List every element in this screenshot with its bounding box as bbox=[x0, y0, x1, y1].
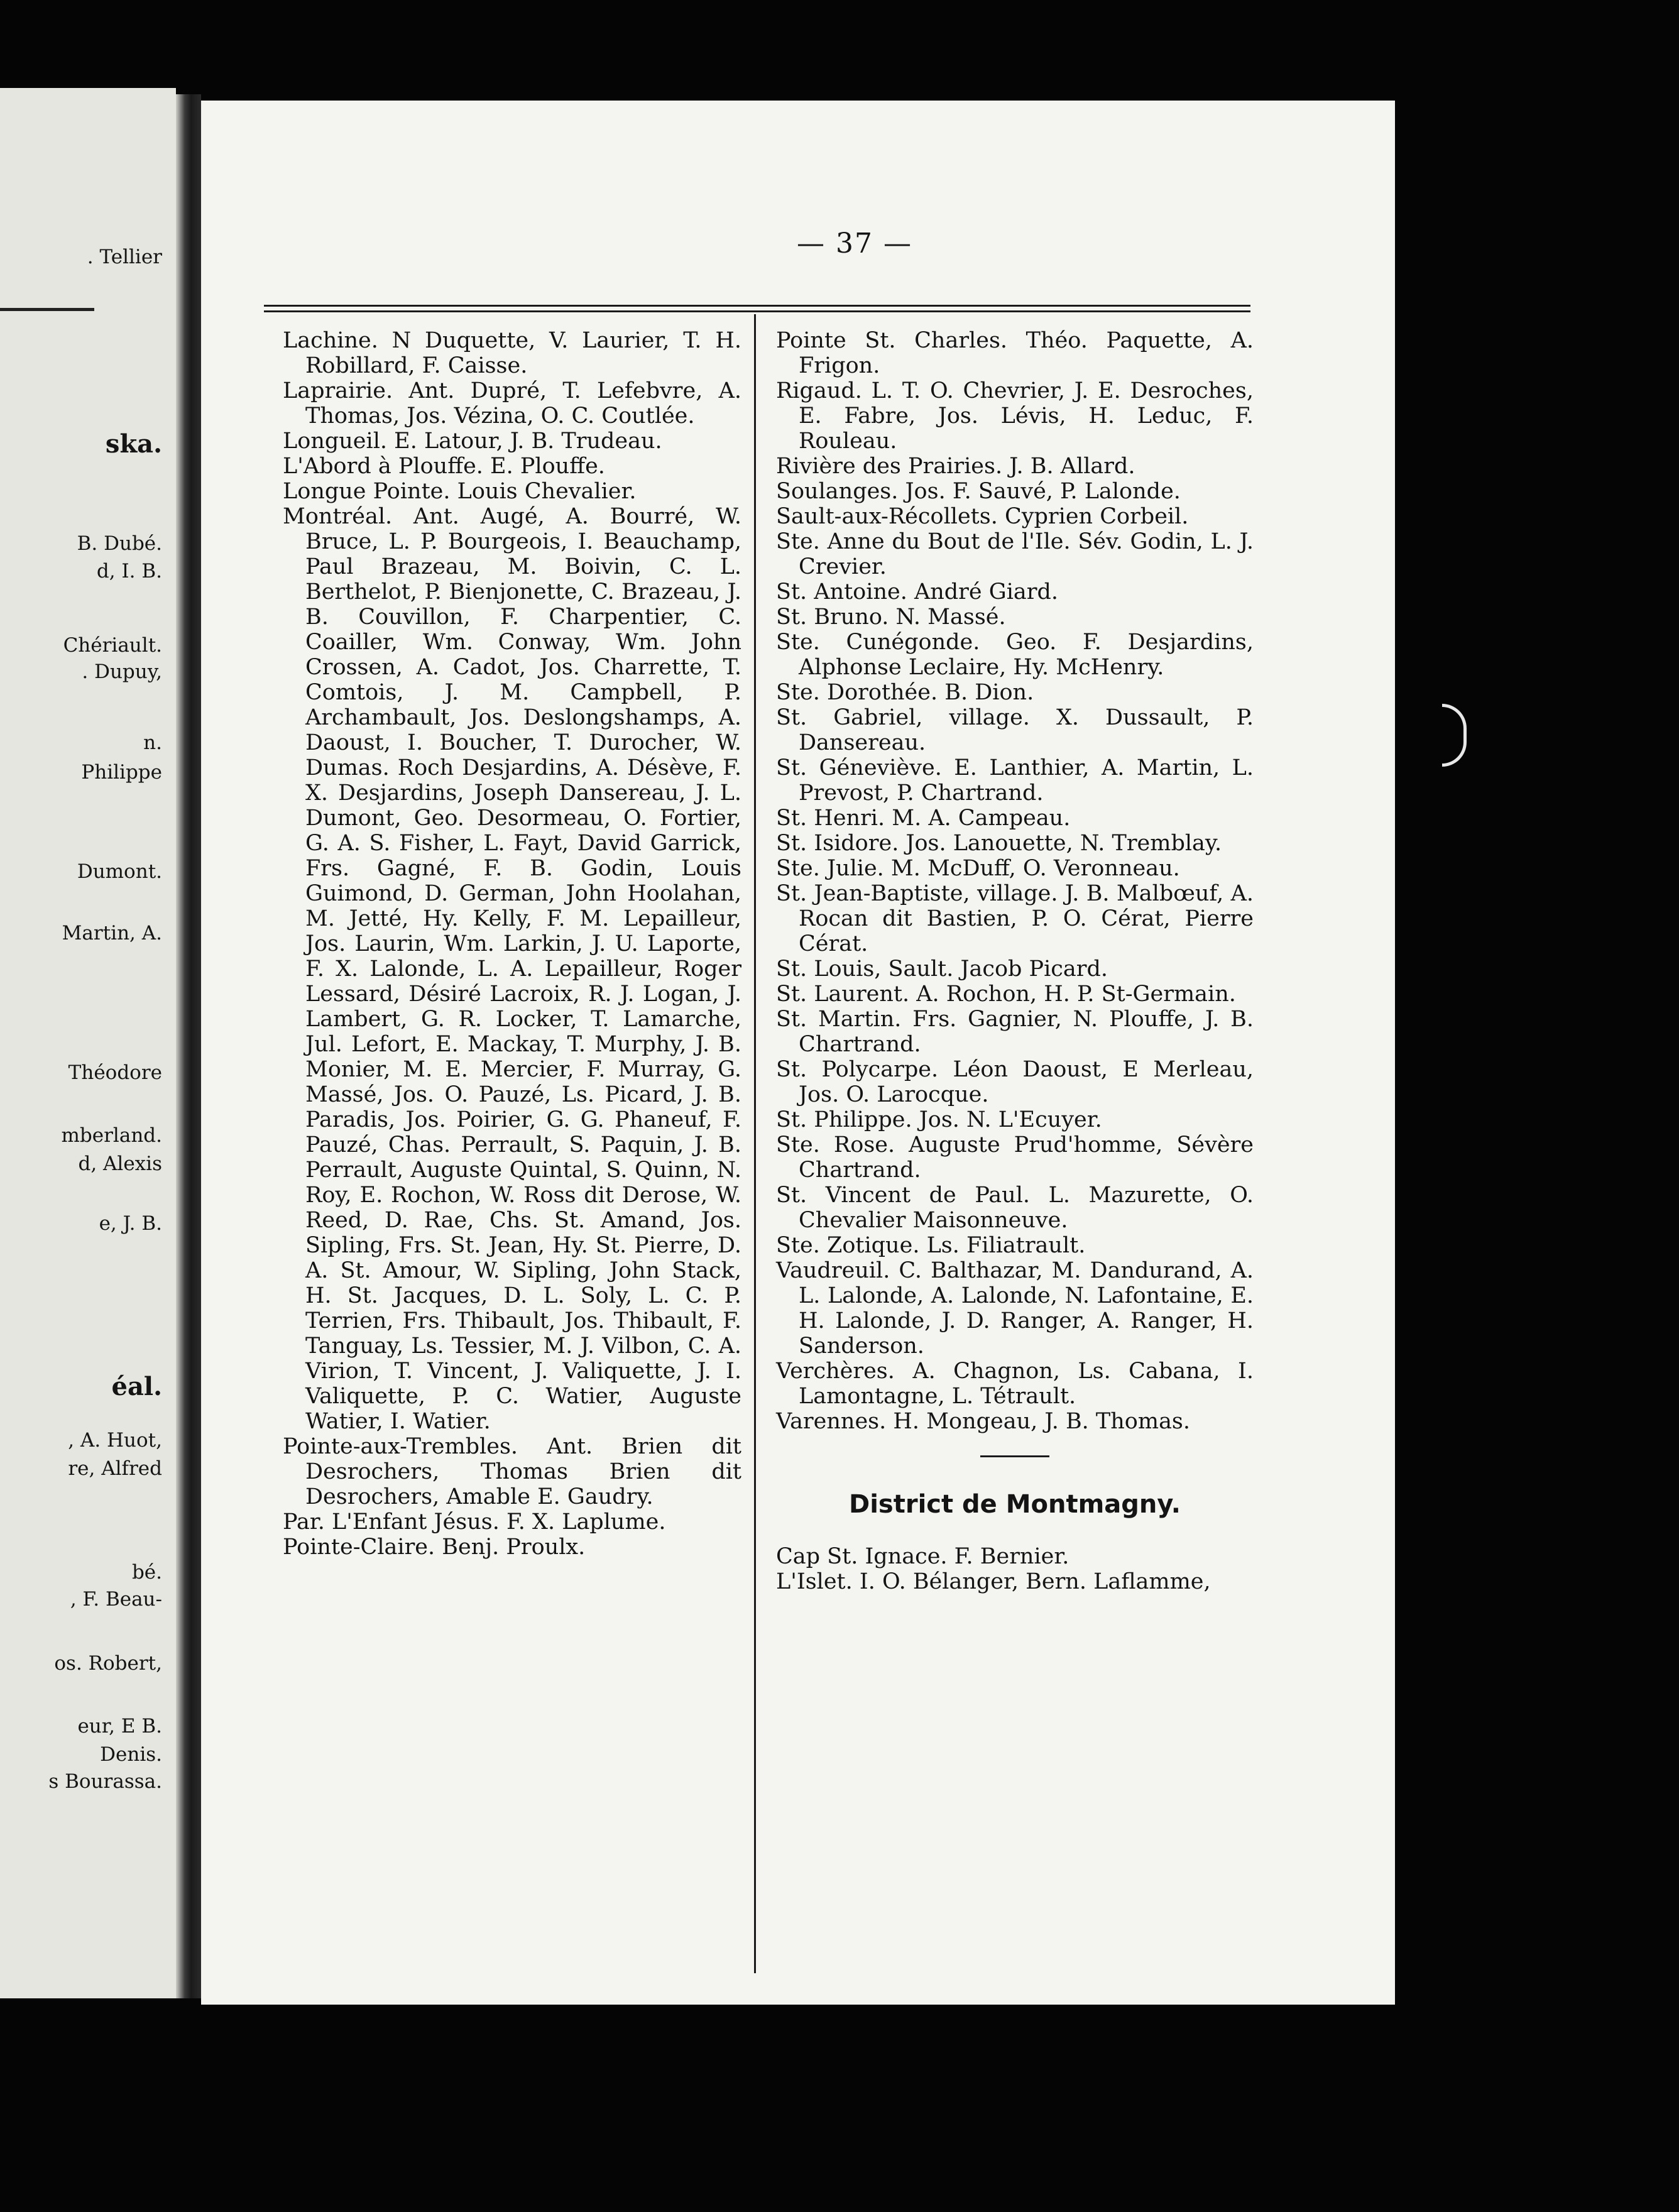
parish-entry: Montréal. Ant. Augé, A. Bourré, W. Bruce, L. P. Bourgeois, I. Beauchamp, Paul Brazeau, M. Boivin, C. L. Berthelot, P. Bienjonette, C. Brazeau, J. B. Couvillon, F. Charpentier, C. Coailler, Wm. Conway, Wm. John Crossen, A. Cadot, Jos. Charrette, T. Comtois, J. M. Campbell, P. Archambault, Jos. Deslongshamps, A. Daoust, I. Boucher, T. Durocher, W. Dumas. Roch Desjardins, A. Désève, F. X. Desjardins, Joseph Dansereau, J. L. Dumont, Geo. Desormeau, O. Fortier, G. A. S. Fisher, L. Fayt, David Garrick, Frs. Gagné, F. B. Godin, Louis Guimond, D. German, John Hoolahan, M. Jetté, Hy. Kelly, F. M. Lepailleur, Jos. Laurin, Wm. Larkin, J. U. Laporte, F. X. Lalonde, L. A. Lepailleur, Roger Lessard, Désiré Lacroix, R. J. Logan, J. Lambert, G. R. Locker, T. Lamarche, Jul. Lefort, E. Mackay, T. Murphy, J. B. Monier, M. E. Mercier, F. Murray, G. Massé, Jos. O. Pauzé, Ls. Picard, J. B. Paradis, Jos. Poirier, G. G. Phaneuf, F. Pauzé, Chas. Perrault, S. Paquin, J. B. Perrault, Auguste Quintal, S. Quinn, N. Roy, E. Rochon, W. Ross dit Derose, W. Reed, D. Rae, Chs. St. Amand, Jos. Sipling, Frs. St. Jean, Hy. St. Pierre, D. A. St. Amour, W. Sipling, John Stack, H. St. Jacques, D. L. Soly, L. C. P. Terrien, Frs. Thibault, Jos. Thibault, F. Tanguay, Ls. Tessier, M. J. Vilbon, C. A. Virion, T. Vincent, J. Valiquette, J. I. Valiquette, P. C. Watier, Auguste Watier, I. Watier. bbox=[283, 504, 741, 1434]
facing-page-text-fragment: Théodore bbox=[68, 1061, 162, 1084]
column-divider bbox=[754, 314, 756, 1973]
header-rule-top bbox=[264, 305, 1250, 307]
parish-entry: Pointe St. Charles. Théo. Paquette, A. Frigon. bbox=[776, 328, 1254, 378]
parish-entry: Lachine. N Duquette, V. Laurier, T. H. Robillard, F. Caisse. bbox=[283, 328, 741, 378]
facing-page-text-fragment: os. Robert, bbox=[54, 1652, 162, 1675]
facing-page-text-fragment: Martin, A. bbox=[62, 922, 162, 944]
facing-page-heading-fragment: ska. bbox=[105, 429, 162, 459]
page-gutter bbox=[176, 94, 201, 1998]
facing-page-text-fragment: . Dupuy, bbox=[82, 660, 162, 683]
parish-entry: Par. L'Enfant Jésus. F. X. Laplume. bbox=[283, 1509, 666, 1535]
district-heading: District de Montmagny. bbox=[849, 1490, 1181, 1519]
parish-entry: Ste. Cunégonde. Geo. F. Desjardins, Alphonse Leclaire, Hy. McHenry. bbox=[776, 630, 1254, 680]
parish-entry: St. Martin. Frs. Gagnier, N. Plouffe, J. B. Chartrand. bbox=[776, 1007, 1254, 1057]
parish-entry: St. Gabriel, village. X. Dussault, P. Dansereau. bbox=[776, 705, 1254, 755]
facing-page-text-fragment: eur, E B. bbox=[77, 1715, 162, 1738]
right-column bbox=[776, 328, 1254, 1594]
facing-page-text-fragment: Dumont. bbox=[77, 860, 162, 883]
parish-entry: St. Jean-Baptiste, village. J. B. Malbœuf, A. Rocan dit Bastien, P. O. Cérat, Pierre Cérat. bbox=[776, 881, 1254, 956]
facing-page-heading-fragment: éal. bbox=[111, 1372, 162, 1401]
parish-entry: St. Bruno. N. Massé. bbox=[776, 605, 1006, 630]
right-column-entries bbox=[776, 328, 1254, 1434]
parish-entry: Cap St. Ignace. F. Bernier. bbox=[776, 1544, 1069, 1569]
facing-page-text-fragment: , A. Huot, bbox=[68, 1429, 162, 1452]
parish-entry: Rivière des Prairies. J. B. Allard. bbox=[776, 454, 1135, 479]
facing-page-text-fragment: Denis. bbox=[100, 1743, 162, 1766]
parish-entry: Longue Pointe. Louis Chevalier. bbox=[283, 479, 637, 504]
header-rule-bottom bbox=[264, 310, 1250, 312]
parish-entry: Verchères. A. Chagnon, Ls. Cabana, I. Lamontagne, L. Tétrault. bbox=[776, 1359, 1254, 1409]
parish-entry: St. Louis, Sault. Jacob Picard. bbox=[776, 956, 1108, 982]
parish-entry: St. Polycarpe. Léon Daoust, E Merleau, Jos. O. Larocque. bbox=[776, 1057, 1254, 1107]
parish-entry: Sault-aux-Récollets. Cyprien Corbeil. bbox=[776, 504, 1189, 529]
page-number: — 37 — bbox=[797, 227, 912, 260]
parish-entry: Ste. Dorothée. B. Dion. bbox=[776, 680, 1034, 705]
district-entries bbox=[776, 1544, 1254, 1594]
facing-page-text-fragment: n. bbox=[143, 731, 162, 754]
parish-entry: Ste. Julie. M. McDuff, O. Veronneau. bbox=[776, 856, 1180, 881]
parish-entry: St. Henri. M. A. Campeau. bbox=[776, 806, 1071, 831]
parish-entry: St. Philippe. Jos. N. L'Ecuyer. bbox=[776, 1107, 1102, 1132]
parish-entry: Varennes. H. Mongeau, J. B. Thomas. bbox=[776, 1409, 1191, 1434]
facing-page-text-fragment: d, I. B. bbox=[96, 560, 162, 583]
section-separator bbox=[980, 1455, 1049, 1457]
parish-entry: L'Islet. I. O. Bélanger, Bern. Laflamme, bbox=[776, 1569, 1211, 1594]
document-page bbox=[201, 101, 1395, 2005]
parish-entry: St. Géneviève. E. Lanthier, A. Martin, L. Prevost, P. Chartrand. bbox=[776, 755, 1254, 806]
left-column bbox=[283, 328, 741, 1560]
parish-entry: L'Abord à Plouffe. E. Plouffe. bbox=[283, 454, 605, 479]
facing-page-text-fragment: Philippe bbox=[81, 761, 162, 784]
parish-entry: Longueil. E. Latour, J. B. Trudeau. bbox=[283, 429, 662, 454]
facing-page-text-fragment: d, Alexis bbox=[78, 1153, 162, 1175]
facing-page-text-fragment: . Tellier bbox=[87, 246, 162, 268]
parish-entry: St. Laurent. A. Rochon, H. P. St-Germain. bbox=[776, 982, 1236, 1007]
parish-entry: Ste. Rose. Auguste Prud'homme, Sévère Chartrand. bbox=[776, 1132, 1254, 1183]
parish-entry: Pointe-Claire. Benj. Proulx. bbox=[283, 1535, 586, 1560]
parish-entry: Pointe-aux-Trembles. Ant. Brien dit Desrochers, Thomas Brien dit Desrochers, Amable E. Gaudry. bbox=[283, 1434, 741, 1509]
facing-page-text-fragment: re, Alfred bbox=[68, 1457, 162, 1480]
parish-entry: Rigaud. L. T. O. Chevrier, J. E. Desroches, E. Fabre, Jos. Lévis, H. Leduc, F. Rouleau. bbox=[776, 378, 1254, 454]
edge-mark bbox=[1442, 704, 1467, 767]
parish-entry: St. Antoine. André Giard. bbox=[776, 579, 1059, 605]
facing-page-text-fragment: Chériault. bbox=[63, 634, 162, 657]
facing-page-text-fragment: e, J. B. bbox=[99, 1212, 162, 1235]
facing-page-text-fragment: , F. Beau- bbox=[70, 1588, 162, 1611]
parish-entry: Soulanges. Jos. F. Sauvé, P. Lalonde. bbox=[776, 479, 1181, 504]
parish-entry: Laprairie. Ant. Dupré, T. Lefebvre, A. Thomas, Jos. Vézina, O. C. Coutlée. bbox=[283, 378, 741, 429]
facing-page-rule bbox=[0, 308, 94, 311]
facing-page-text-fragment: B. Dubé. bbox=[77, 532, 162, 555]
facing-page-fragment bbox=[0, 88, 176, 1998]
parish-entry: Ste. Anne du Bout de l'Ile. Sév. Godin, L. J. Crevier. bbox=[776, 529, 1254, 579]
facing-page-text-fragment: bé. bbox=[131, 1561, 162, 1584]
parish-entry: St. Isidore. Jos. Lanouette, N. Tremblay. bbox=[776, 831, 1222, 856]
parish-entry: Vaudreuil. C. Balthazar, M. Dandurand, A. L. Lalonde, A. Lalonde, N. Lafontaine, E. H. Lalonde, J. D. Ranger, A. Ranger, H. Sanderson. bbox=[776, 1258, 1254, 1359]
parish-entry: Ste. Zotique. Ls. Filiatrault. bbox=[776, 1233, 1086, 1258]
parish-entry: St. Vincent de Paul. L. Mazurette, O. Chevalier Maisonneuve. bbox=[776, 1183, 1254, 1233]
facing-page-text-fragment: s Bourassa. bbox=[48, 1770, 162, 1793]
facing-page-text-fragment: mberland. bbox=[61, 1124, 162, 1147]
